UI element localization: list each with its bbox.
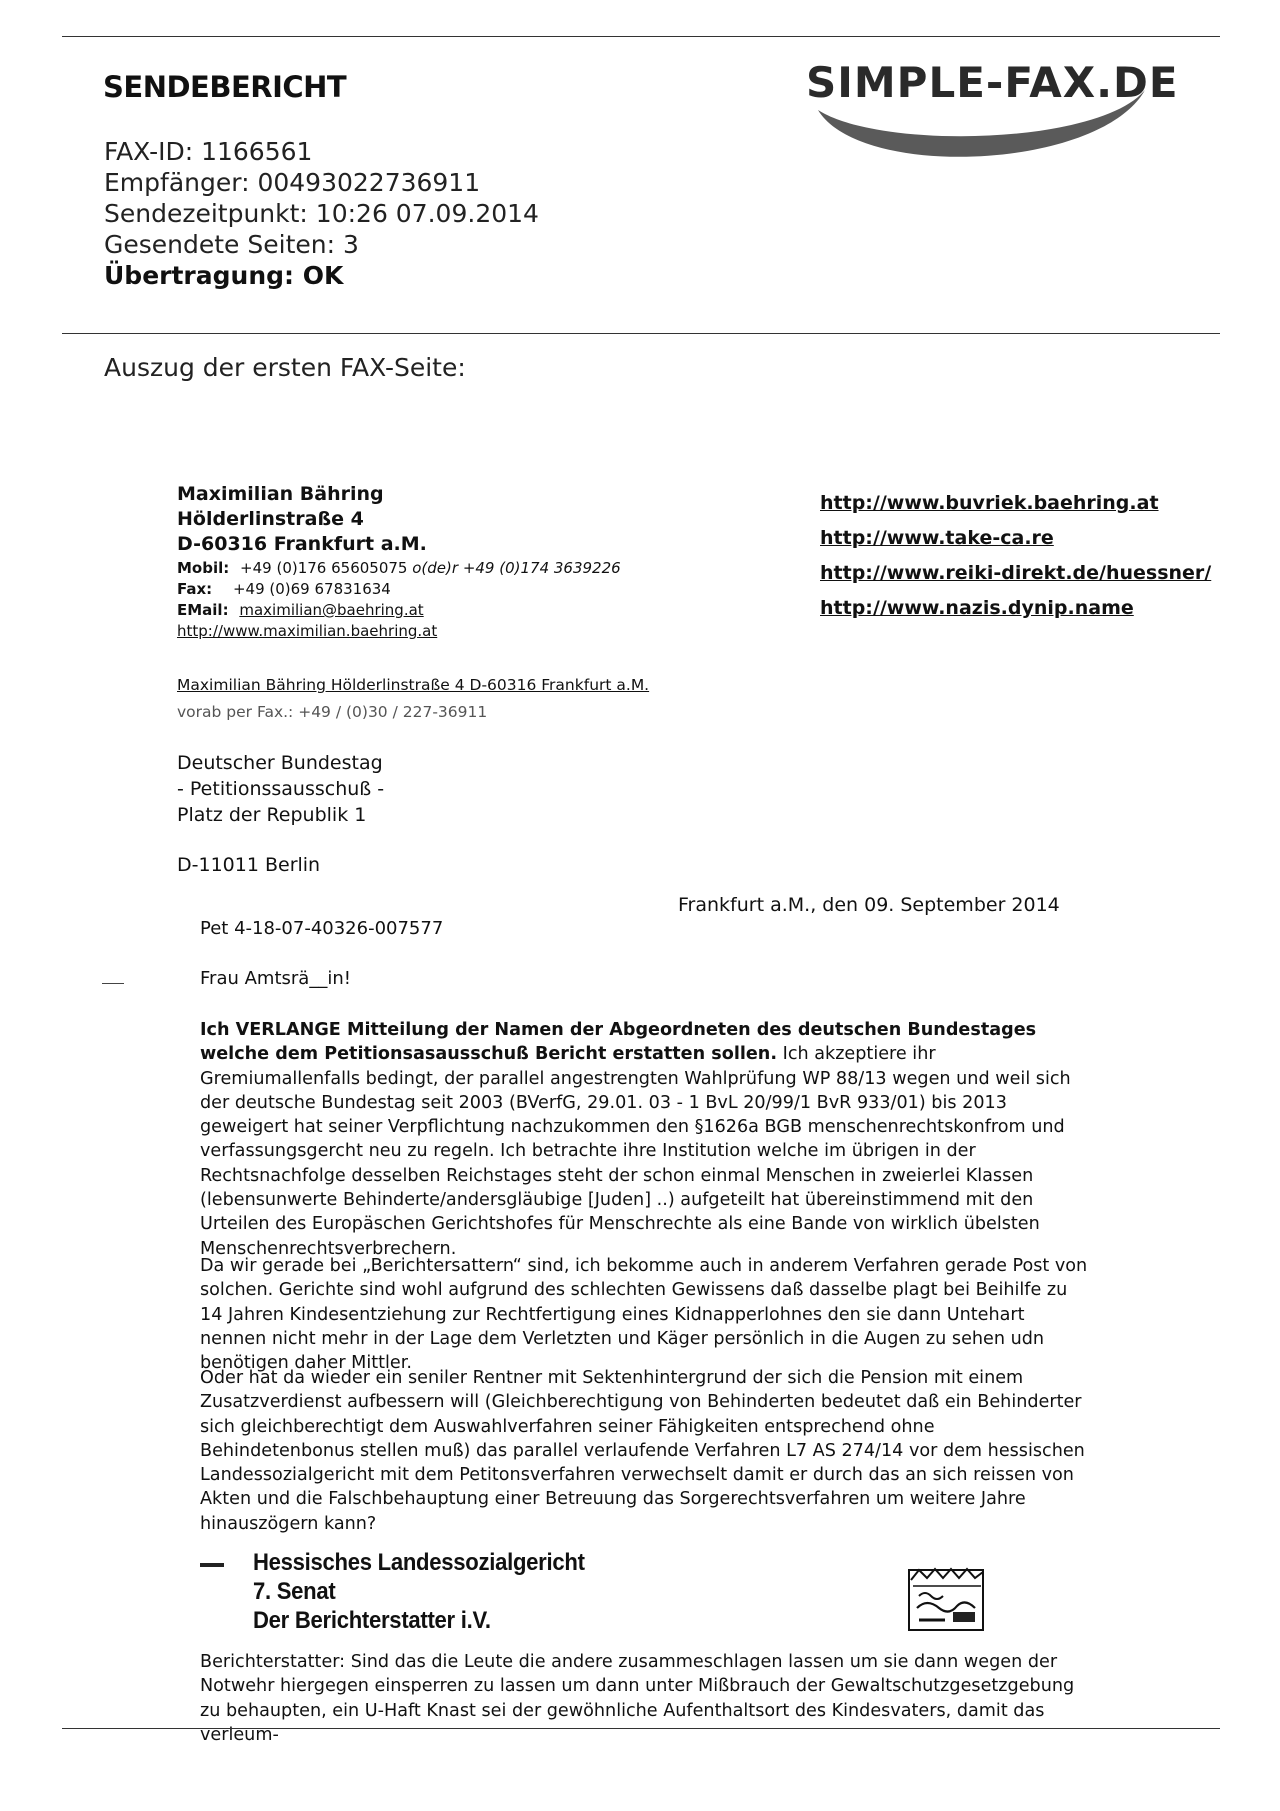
link-take-care[interactable]: http://www.take-ca.re [820,527,1054,549]
fax-label: Fax: [177,580,213,598]
email-label: EMail: [177,601,229,619]
body-paragraph-1 [200,1018,1090,1261]
sender-mobil [177,559,621,577]
fold-mark [102,983,124,984]
court-stamp [253,1548,614,1635]
top-rule [62,36,1220,37]
excerpt-heading: Auszug der ersten FAX-Seite: [104,353,466,382]
body-paragraph-2: Da wir gerade bei „Berichtersattern“ sind, ich bekomme auch in anderem Verfahren gerade Post von solchen. Gerichte sind wohl aufgrund des schlechten Gewissens daß dasselbe plagt bei Beihilfe zu 14 Jahren Kindesentziehung zur Rechtfertigung eines Kidnapperlohnes den sie dann Untehart nennen nicht mehr in der Lage dem Verletzten und Käger persönlich in die Augen zu sehen udn benötigen daher Mittler. [200,1256,1088,1374]
court-senate: 7. Senat [253,1578,336,1605]
link-reiki[interactable]: http://www.reiki-direkt.de/huessner/ [820,562,1212,584]
reference-number: Pet 4-18-07-40326-007577 [200,918,444,939]
link-buvriek[interactable]: http://www.buvriek.baehring.at [820,492,1159,514]
return-address: Maximilian Bähring Hölderlinstraße 4 D-60316 Frankfurt a.M. [177,676,650,694]
sender-email [177,601,424,619]
vorab-fax: vorab per Fax.: +49 / (0)30 / 227-36911 [177,703,488,721]
court-name: Hessisches Landessozialgericht [253,1549,585,1576]
paragraph-1-rest: Ich akzeptiere ihr Gremiumallenfalls bedingt, der parallel angestrengten Wahlprüfung WP 88/13 wegen und weil sich der deutsche Bundestag seit 2003 (BVerfG, 29.01. 03 - 1 BvL 20/99/1 BvR 933/01) bis 2013 geweigert hat seiner Verpflichtung nachzukommen den §1626a BGB menschenrechtskonfrom und verfassungsgercht neu zu regeln. Ich betrachte ihre Institution welche im übrigen in der Rechtsnachfolge desselben Reichstages steht der schon einmal Menschen in zweierlei Klassen (lebensunwerte Behinderte/andersgläubige [Juden] ..) aufgeteilt hat übereinstimmend mit den Urteilen des Europäschen Gerichtshofes für Menschrechte als eine Bande von wirklich übelsten Menschenrechtsverbrechern. [200,1044,1071,1259]
salutation: Frau Amtsrä__in! [200,968,351,989]
sender-city: D-60316 Frankfurt a.M. [177,533,427,555]
send-time: Sendezeitpunkt: 10:26 07.09.2014 [104,199,539,228]
header-divider [62,333,1220,334]
bottom-rule [62,1728,1220,1729]
demand-text: Ich VERLANGE Mitteilung der Namen der Abgeordneten des deutschen Bundestages welche dem Petitionsasausschuß Bericht erstatten sollen. [200,1020,1037,1065]
mobil-alt: o(de)r +49 (0)174 3639226 [412,559,621,577]
pages-sent: Gesendete Seiten: 3 [104,230,359,259]
addressee-line2: - Petitionssausschuß - [177,778,385,800]
body-paragraph-4: Berichterstatter: Sind das die Leute die andere zusammeschlagen lassen um sie dann wegen der Notwehr hiergegen einsperren zu lassen um dann unter Mißbrauch der Gewaltschutzgesetzgebung zu behaupten, ein U-Haft Knast sei der gewöhnliche Aufenthaltsort des Kindesvaters, damit das verleum- [200,1652,1075,1745]
transmission-status: Übertragung: OK [104,261,344,290]
mobil-value: +49 (0)176 65605075 [240,559,408,577]
email-link[interactable]: maximilian@baehring.at [239,601,424,619]
fax-value: +49 (0)69 67831634 [232,580,391,598]
addressee-line1: Deutscher Bundestag [177,752,383,774]
sender-fax [177,580,391,598]
mobil-label: Mobil: [177,559,230,577]
court-rapporteur: Der Berichterstatter i.V. [253,1607,491,1634]
logo-text: SIMPLE-FAX.DE [806,58,1179,107]
link-nazis[interactable]: http://www.nazis.dynip.name [820,597,1134,619]
recipient: Empfänger: 00493022736911 [104,168,481,197]
sender-web-link[interactable]: http://www.maximilian.baehring.at [177,622,438,640]
report-title: SENDEBERICHT [103,70,347,104]
stamp-dash [200,1563,224,1567]
body-paragraph-3: Oder hat da wieder ein seniler Rentner mit Sektenhintergrund der sich die Pension mit einem Zusatzverdienst aufbessern will (Gleichberechtigung von Behinderten bedeutet daß ein Behinderter sich gleichberechtigt dem Auswahlverfahren seiner Fähigkeiten entsprechend ohne Behindetenbonus stellen muß) das parallel verlaufende Verfahren L7 AS 274/14 vor dem hessischen Landessozialgericht mit dem Petitonsverfahren verwechselt damit er durch das an sich reissen von Akten und die Falschbehauptung einer Betreuung das Sorgerechtsverfahren um weitere Jahre hinauszögern kann? [200,1368,1085,1534]
addressee-line3: Platz der Republik 1 [177,804,367,826]
sender-street: Hölderlinstraße 4 [177,508,364,530]
date-line: Frankfurt a.M., den 09. September 2014 [678,894,1060,916]
addressee-city: D-11011 Berlin [177,854,321,876]
coat-of-arms-icon [905,1562,991,1634]
fax-id: FAX-ID: 1166561 [104,137,313,166]
sender-name: Maximilian Bähring [177,483,384,505]
